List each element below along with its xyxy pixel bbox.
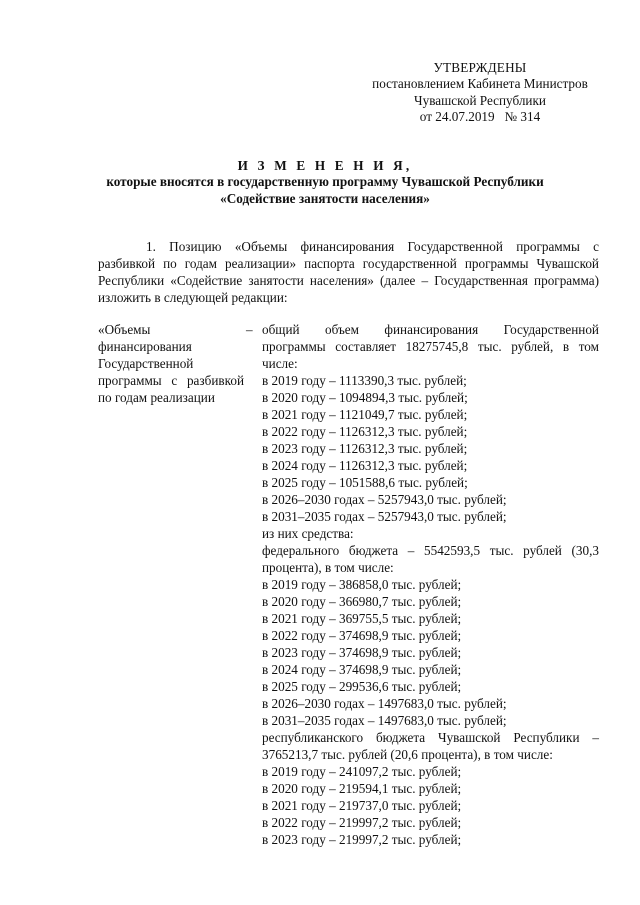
total-year-item: в 2025 году – 1051588,6 тыс. рублей; [262, 475, 468, 490]
federal-year-item: в 2025 году – 299536,6 тыс. рублей; [262, 679, 462, 694]
approval-title: УТВЕРЖДЕНЫ [433, 60, 527, 75]
intro-text: 1. Позицию «Объемы финансирования Государственной программы с разбивкой по годам реализации» паспорта государственной программы Чувашской Республики «Содействие занятости населения» (далее – Государственная программа) изложить в следующей редакции: [98, 239, 599, 305]
heading-line-1: которые вносятся в государственную программу Чувашской Республики [106, 174, 544, 190]
document-heading [80, 158, 570, 207]
total-year-item: в 2019 году – 1113390,3 тыс. рублей; [262, 373, 467, 388]
federal-year-item: в 2026–2030 годах – 1497683,0 тыс. рублей; [262, 696, 507, 711]
total-year-item: в 2020 году – 1094894,3 тыс. рублей; [262, 390, 468, 405]
republic-year-item: в 2023 году – 219997,2 тыс. рублей; [262, 832, 462, 847]
funding-of-them: из них средства: [262, 526, 354, 541]
heading-line-2: «Содействие занятости населения» [220, 190, 430, 206]
federal-year-item: в 2023 году – 374698,9 тыс. рублей; [262, 645, 462, 660]
approval-date-line [360, 109, 600, 125]
position-label: «Объемы финансирования Государственной программы с разбивкой по годам реализации [98, 322, 244, 405]
total-year-item: в 2024 году – 1126312,3 тыс. рублей; [262, 458, 468, 473]
federal-year-item: в 2019 году – 386858,0 тыс. рублей; [262, 577, 462, 592]
federal-year-item: в 2031–2035 годах – 1497683,0 тыс. рублей; [262, 713, 507, 728]
approval-number: № 314 [504, 108, 541, 124]
federal-year-item: в 2022 году – 374698,9 тыс. рублей; [262, 628, 462, 643]
approval-date: от 24.07.2019 [419, 108, 495, 124]
total-year-item: в 2021 году – 1121049,7 тыс. рублей; [262, 407, 468, 422]
federal-year-item: в 2020 году – 366980,7 тыс. рублей; [262, 594, 462, 609]
funding-total: общий объем финансирования Государственной программы составляет 18275745,8 тыс. рублей, в том числе: [262, 322, 599, 371]
approval-line-2: Чувашской Республики [414, 92, 546, 108]
republic-year-item: в 2020 году – 219594,1 тыс. рублей; [262, 781, 462, 796]
heading-title: И З М Е Н Е Н И Я, [237, 158, 413, 173]
total-year-item: в 2031–2035 годах – 5257943,0 тыс. рублей; [262, 509, 507, 524]
republic-year-item: в 2019 году – 241097,2 тыс. рублей; [262, 764, 462, 779]
federal-year-item: в 2021 году – 369755,5 тыс. рублей; [262, 611, 462, 626]
total-year-item: в 2022 году – 1126312,3 тыс. рублей; [262, 424, 468, 439]
federal-budget: федерального бюджета – 5542593,5 тыс. рублей (30,3 процента), в том числе: [262, 543, 599, 575]
approval-stamp [360, 60, 600, 125]
republic-year-item: в 2022 году – 219997,2 тыс. рублей; [262, 815, 462, 830]
federal-year-item: в 2024 году – 374698,9 тыс. рублей; [262, 662, 462, 677]
republic-year-item: в 2021 году – 219737,0 тыс. рублей; [262, 798, 462, 813]
funding-content [262, 321, 599, 848]
total-year-item: в 2026–2030 годах – 5257943,0 тыс. рублей; [262, 492, 507, 507]
intro-paragraph [98, 238, 599, 306]
total-year-item: в 2023 году – 1126312,3 тыс. рублей; [262, 441, 468, 456]
label-dash: – [246, 322, 253, 337]
approval-line-1: постановлением Кабинета Министров [372, 76, 588, 92]
republic-budget: республиканского бюджета Чувашской Республики – 3765213,7 тыс. рублей (20,6 процента), в том числе: [262, 730, 599, 762]
